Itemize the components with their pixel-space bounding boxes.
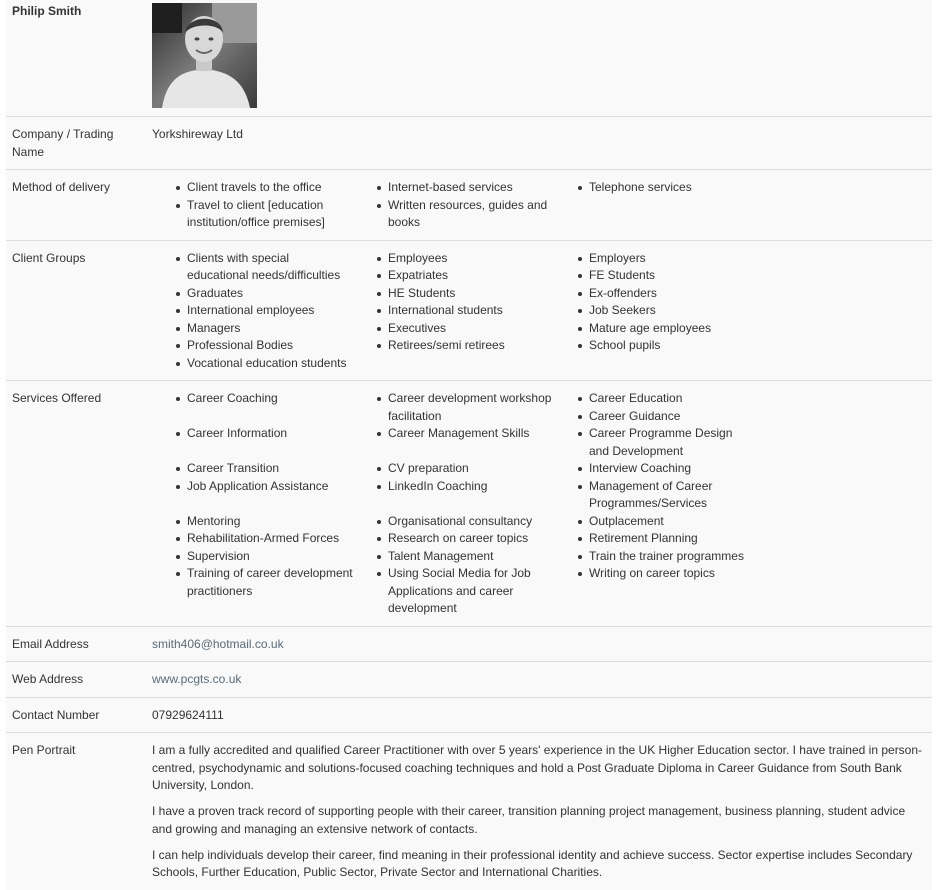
list-spacer [353,443,554,461]
list-item: CV preparation [353,460,554,478]
row-delivery [6,170,932,241]
pen-portrait-label: Pen Portrait [6,733,146,890]
list-item: Graduates [152,285,353,303]
row-pen-portrait [6,733,932,890]
profile-table [6,0,932,890]
delivery-list [152,179,926,232]
list-item: Expatriates [353,267,554,285]
phone-value: 07929624111 [146,697,932,733]
profile-photo-image [152,3,257,108]
list-item: Written resources, guides and books [353,197,554,232]
list-item: Job Seekers [554,302,754,320]
email-label: Email Address [6,626,146,662]
list-spacer [152,495,353,513]
list-column [152,179,353,232]
delivery-label: Method of delivery [6,170,146,241]
list-item: Career Guidance [554,408,754,426]
list-item: Internet-based services [353,179,554,197]
list-item: Clients with special educational needs/difficulties [152,250,353,285]
list-column [152,250,353,373]
profile-panel [6,0,932,890]
company-label: Company / Trading Name [6,117,146,170]
list-column [353,250,554,373]
list-item: Interview Coaching [554,460,754,478]
list-item: Career Management Skills [353,425,554,443]
list-item: Employers [554,250,754,268]
list-item: Supervision [152,548,353,566]
list-column [353,179,554,232]
list-item: Travel to client [education institution/office premises] [152,197,353,232]
list-item: HE Students [353,285,554,303]
row-phone [6,697,932,733]
list-item: School pupils [554,337,754,355]
list-item: Employees [353,250,554,268]
list-column [353,390,554,618]
list-item: Writing on career topics [554,565,754,583]
row-company [6,117,932,170]
list-item: Career development workshop facilitation [353,390,554,425]
list-column [152,390,353,618]
list-spacer [152,443,353,461]
pen-portrait-paragraph: I am a fully accredited and qualified Career Practitioner with over 5 years' experience in the UK Higher Education sector. I have trained in person-centred, psychodynamic and solutions-focused coaching techniques and hold a Post Graduate Diploma in Career Guidance from South Bank University, London. [152,743,923,792]
list-item: Job Application Assistance [152,478,353,496]
list-item: Mentoring [152,513,353,531]
list-item: Career Coaching [152,390,353,408]
list-item: Career Transition [152,460,353,478]
company-value: Yorkshireway Ltd [146,117,932,170]
list-column [554,390,754,618]
row-web [6,662,932,698]
web-link[interactable]: www.pcgts.co.uk [152,672,242,686]
list-item: Rehabilitation-Armed Forces [152,530,353,548]
list-item: Retirees/semi retirees [353,337,554,355]
list-column [554,250,754,373]
profile-name: Philip Smith [12,4,82,18]
list-spacer [152,408,353,426]
list-item: Train the trainer programmes [554,548,754,566]
services-list [152,390,926,618]
list-column [554,179,754,232]
list-item: Executives [353,320,554,338]
phone-label: Contact Number [6,697,146,733]
client-groups-list [152,250,926,373]
list-item: Career Programme Design and Development [554,425,754,460]
list-item: Ex-offenders [554,285,754,303]
profile-photo [152,3,257,108]
list-item: Telephone services [554,179,754,197]
services-label: Services Offered [6,381,146,627]
list-item: Organisational consultancy [353,513,554,531]
list-item: Vocational education students [152,355,353,373]
row-client-groups [6,240,932,381]
list-spacer [353,495,554,513]
list-item: FE Students [554,267,754,285]
row-email [6,626,932,662]
list-item: Retirement Planning [554,530,754,548]
web-label: Web Address [6,662,146,698]
client-groups-label: Client Groups [6,240,146,381]
list-item: Client travels to the office [152,179,353,197]
email-link[interactable]: smith406@hotmail.co.uk [152,636,284,651]
list-item: LinkedIn Coaching [353,478,554,496]
pen-portrait-paragraph: I have a proven track record of supporting people with their career, transition planning project management, business planning, student advice and growing and managing an extensive network of contacts. [152,804,906,836]
pen-portrait-paragraph: I can help individuals develop their career, find meaning in their professional identity and achieve success. Sector expertise includes Secondary Schools, Further Education, Public Sector, Private Sector and International Charities. [152,847,913,879]
list-item: Management of Career Programmes/Services [554,478,754,513]
row-services [6,381,932,627]
row-name [6,0,932,117]
list-item: Training of career development practitioners [152,565,353,600]
list-item: Using Social Media for Job Applications and career development [353,565,554,618]
list-item: Professional Bodies [152,337,353,355]
list-item: Research on career topics [353,530,554,548]
list-item: Career Information [152,425,353,443]
list-item: Mature age employees [554,320,754,338]
list-item: Career Education [554,390,754,408]
list-item: Talent Management [353,548,554,566]
list-item: International employees [152,302,353,320]
list-item: Outplacement [554,513,754,531]
list-item: Managers [152,320,353,338]
list-item: International students [353,302,554,320]
